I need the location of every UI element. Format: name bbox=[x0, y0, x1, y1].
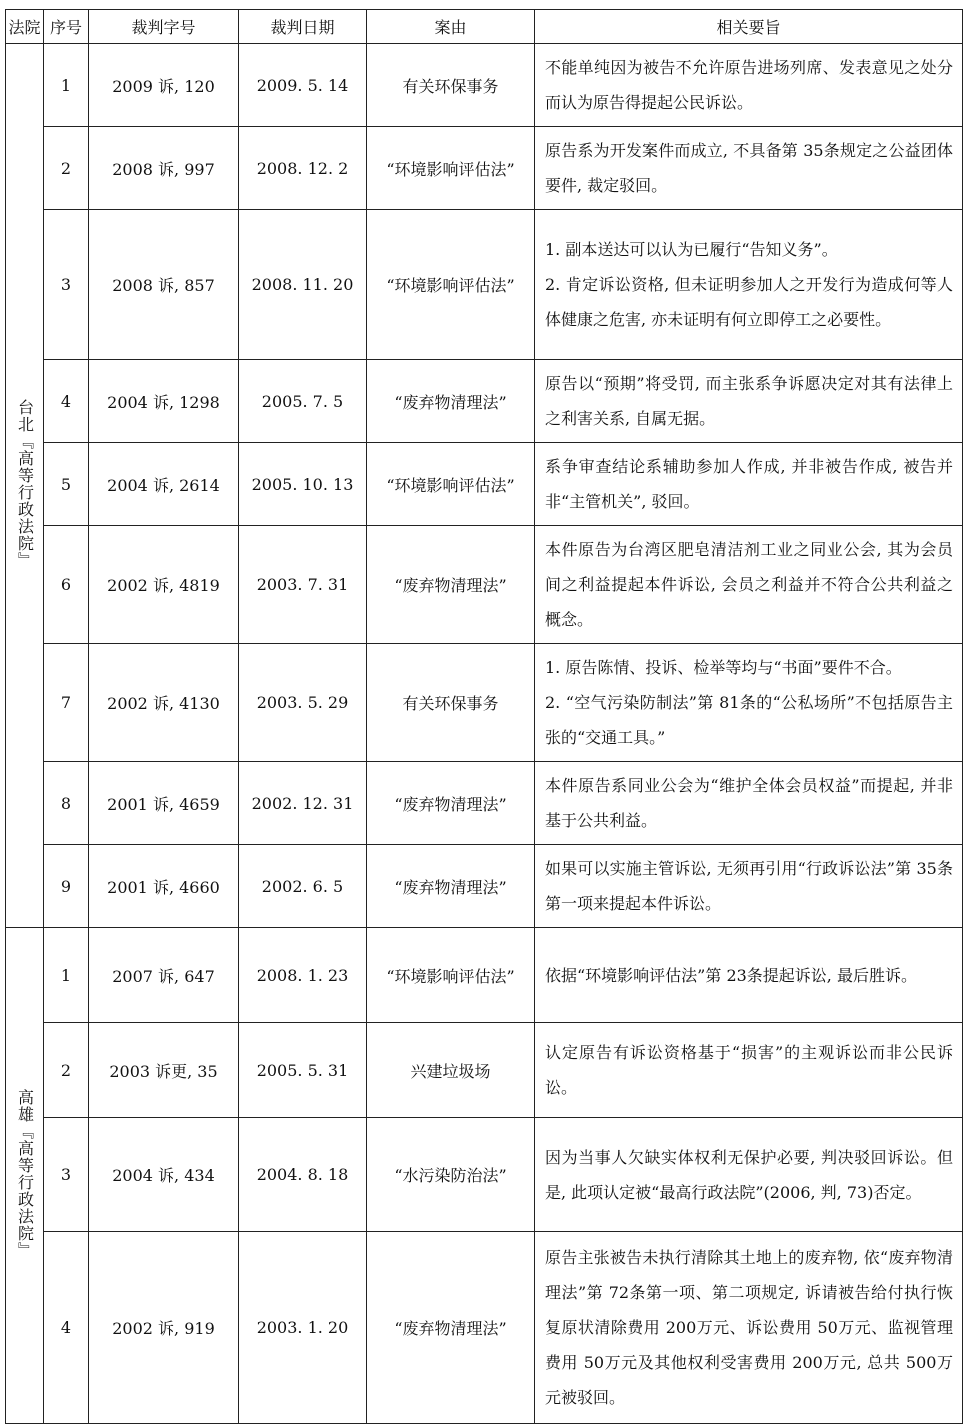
row-number: 7 bbox=[44, 644, 89, 762]
table-row bbox=[6, 210, 963, 360]
gist-text: 2. “空气污染防制法”第 81条的“公私场所”不包括原告主张的“交通工具。” bbox=[545, 693, 953, 747]
row-number: 4 bbox=[44, 360, 89, 443]
gist-text: 不能单纯因为被告不允许原告进场列席、发表意见之处分而认为原告得提起公民诉讼。 bbox=[545, 58, 953, 112]
judgment-date: 2008. 12. 2 bbox=[239, 127, 367, 210]
gist-text: 1. 副本送达可以认为已履行“告知义务”。 bbox=[545, 240, 838, 259]
case-cause: “环境影响评估法” bbox=[367, 928, 535, 1023]
row-number: 5 bbox=[44, 443, 89, 526]
gist-text: 1. 原告陈情、投诉、检举等均与“书面”要件不合。 bbox=[545, 658, 902, 677]
gist-text: 依据“环境影响评估法”第 23条提起诉讼, 最后胜诉。 bbox=[545, 965, 917, 985]
header-cause: 案由 bbox=[367, 10, 535, 44]
gist-text: 如果可以实施主管诉讼, 无须再引用“行政诉讼法”第 35条第一项来提起本件诉讼。 bbox=[545, 859, 953, 913]
header-row bbox=[6, 10, 963, 44]
table-row bbox=[6, 127, 963, 210]
gist-text: 本件原告为台湾区肥皂清洁剂工业之同业公会, 其为会员间之利益提起本件诉讼, 会员之利益并不符合公共利益之概念。 bbox=[545, 540, 953, 629]
judgment-date: 2004. 8. 18 bbox=[239, 1118, 367, 1232]
gist-cell bbox=[535, 928, 963, 1023]
gist-cell bbox=[535, 526, 963, 644]
judgment-date: 2003. 1. 20 bbox=[239, 1232, 367, 1424]
case-cause: “废弃物清理法” bbox=[367, 360, 535, 443]
judgment-date: 2008. 1. 23 bbox=[239, 928, 367, 1023]
gist-cell bbox=[535, 210, 963, 360]
case-cause: “废弃物清理法” bbox=[367, 1232, 535, 1424]
case-number: 2002 诉, 4130 bbox=[89, 644, 239, 762]
table-row bbox=[6, 526, 963, 644]
case-number: 2002 诉, 4819 bbox=[89, 526, 239, 644]
header-case-no: 裁判字号 bbox=[89, 10, 239, 44]
row-number: 1 bbox=[44, 44, 89, 127]
row-number: 9 bbox=[44, 845, 89, 928]
header-date: 裁判日期 bbox=[239, 10, 367, 44]
case-number: 2008 诉, 857 bbox=[89, 210, 239, 360]
table-row bbox=[6, 360, 963, 443]
case-cause: “废弃物清理法” bbox=[367, 526, 535, 644]
row-number: 4 bbox=[44, 1232, 89, 1424]
header-no: 序号 bbox=[44, 10, 89, 44]
gist-cell bbox=[535, 1232, 963, 1424]
case-cause: 有关环保事务 bbox=[367, 44, 535, 127]
row-number: 1 bbox=[44, 928, 89, 1023]
court-name: 台北『高等行政法院』 bbox=[15, 398, 35, 569]
gist-cell bbox=[535, 360, 963, 443]
case-number: 2004 诉, 2614 bbox=[89, 443, 239, 526]
judgment-date: 2008. 11. 20 bbox=[239, 210, 367, 360]
gist-text: 2. 肯定诉讼资格, 但未证明参加人之开发行为造成何等人体健康之危害, 亦未证明有何立即停工之必要性。 bbox=[545, 275, 953, 329]
judgment-date: 2009. 5. 14 bbox=[239, 44, 367, 127]
case-cause: “环境影响评估法” bbox=[367, 443, 535, 526]
case-number: 2002 诉, 919 bbox=[89, 1232, 239, 1424]
case-number: 2004 诉, 1298 bbox=[89, 360, 239, 443]
row-number: 2 bbox=[44, 127, 89, 210]
row-number: 3 bbox=[44, 210, 89, 360]
table-row bbox=[6, 644, 963, 762]
case-cause: 兴建垃圾场 bbox=[367, 1023, 535, 1118]
header-court: 法院 bbox=[6, 10, 44, 44]
table-row bbox=[6, 762, 963, 845]
judgment-date: 2005. 10. 13 bbox=[239, 443, 367, 526]
gist-cell bbox=[535, 644, 963, 762]
case-number: 2001 诉, 4659 bbox=[89, 762, 239, 845]
table-row bbox=[6, 845, 963, 928]
case-cause: “水污染防治法” bbox=[367, 1118, 535, 1232]
judgment-date: 2005. 7. 5 bbox=[239, 360, 367, 443]
court-name: 高雄『高等行政法院』 bbox=[15, 1088, 35, 1259]
judgments-table bbox=[5, 9, 963, 1424]
table-row bbox=[6, 1118, 963, 1232]
gist-cell bbox=[535, 1118, 963, 1232]
gist-cell bbox=[535, 44, 963, 127]
gist-cell bbox=[535, 1023, 963, 1118]
case-number: 2003 诉更, 35 bbox=[89, 1023, 239, 1118]
gist-cell bbox=[535, 845, 963, 928]
case-number: 2001 诉, 4660 bbox=[89, 845, 239, 928]
gist-text: 原告主张被告未执行清除其土地上的废弃物, 依“废弃物清理法”第 72条第一项、第二项规定, 诉请被告给付执行恢复原状清除费用 200万元、诉讼费用 50万元、监视管理费用 50万元及其他权利受害费用 200万元, 总共 500万元被驳回。 bbox=[545, 1248, 953, 1407]
case-number: 2004 诉, 434 bbox=[89, 1118, 239, 1232]
gist-text: 认定原告有诉讼资格基于“损害”的主观诉讼而非公民诉讼。 bbox=[545, 1043, 953, 1097]
case-number: 2007 诉, 647 bbox=[89, 928, 239, 1023]
case-cause: “环境影响评估法” bbox=[367, 210, 535, 360]
court-cell bbox=[6, 928, 44, 1424]
case-cause: “废弃物清理法” bbox=[367, 845, 535, 928]
table-row bbox=[6, 44, 963, 127]
judgment-date: 2002. 6. 5 bbox=[239, 845, 367, 928]
row-number: 8 bbox=[44, 762, 89, 845]
case-number: 2008 诉, 997 bbox=[89, 127, 239, 210]
table-row bbox=[6, 1023, 963, 1118]
judgment-date: 2005. 5. 31 bbox=[239, 1023, 367, 1118]
table-row bbox=[6, 443, 963, 526]
table-row bbox=[6, 928, 963, 1023]
court-cell bbox=[6, 44, 44, 928]
case-cause: “废弃物清理法” bbox=[367, 762, 535, 845]
gist-text: 本件原告系同业公会为“维护全体会员权益”而提起, 并非基于公共利益。 bbox=[545, 776, 953, 830]
row-number: 6 bbox=[44, 526, 89, 644]
case-number: 2009 诉, 120 bbox=[89, 44, 239, 127]
gist-text: 原告系为开发案件而成立, 不具备第 35条规定之公益团体要件, 裁定驳回。 bbox=[545, 141, 953, 195]
header-gist: 相关要旨 bbox=[535, 10, 963, 44]
row-number: 2 bbox=[44, 1023, 89, 1118]
gist-text: 原告以“预期”将受罚, 而主张系争诉愿决定对其有法律上之利害关系, 自属无据。 bbox=[545, 374, 953, 428]
gist-text: 系争审查结论系辅助参加人作成, 并非被告作成, 被告并非“主管机关”, 驳回。 bbox=[545, 457, 953, 511]
table-row bbox=[6, 1232, 963, 1424]
judgment-date: 2003. 7. 31 bbox=[239, 526, 367, 644]
judgment-date: 2003. 5. 29 bbox=[239, 644, 367, 762]
case-cause: “环境影响评估法” bbox=[367, 127, 535, 210]
case-cause: 有关环保事务 bbox=[367, 644, 535, 762]
gist-cell bbox=[535, 762, 963, 845]
row-number: 3 bbox=[44, 1118, 89, 1232]
gist-cell bbox=[535, 127, 963, 210]
gist-text: 因为当事人欠缺实体权利无保护必要, 判决驳回诉讼。但是, 此项认定被“最高行政法院”(2006, 判, 73)否定。 bbox=[545, 1147, 953, 1202]
gist-cell bbox=[535, 443, 963, 526]
judgment-date: 2002. 12. 31 bbox=[239, 762, 367, 845]
